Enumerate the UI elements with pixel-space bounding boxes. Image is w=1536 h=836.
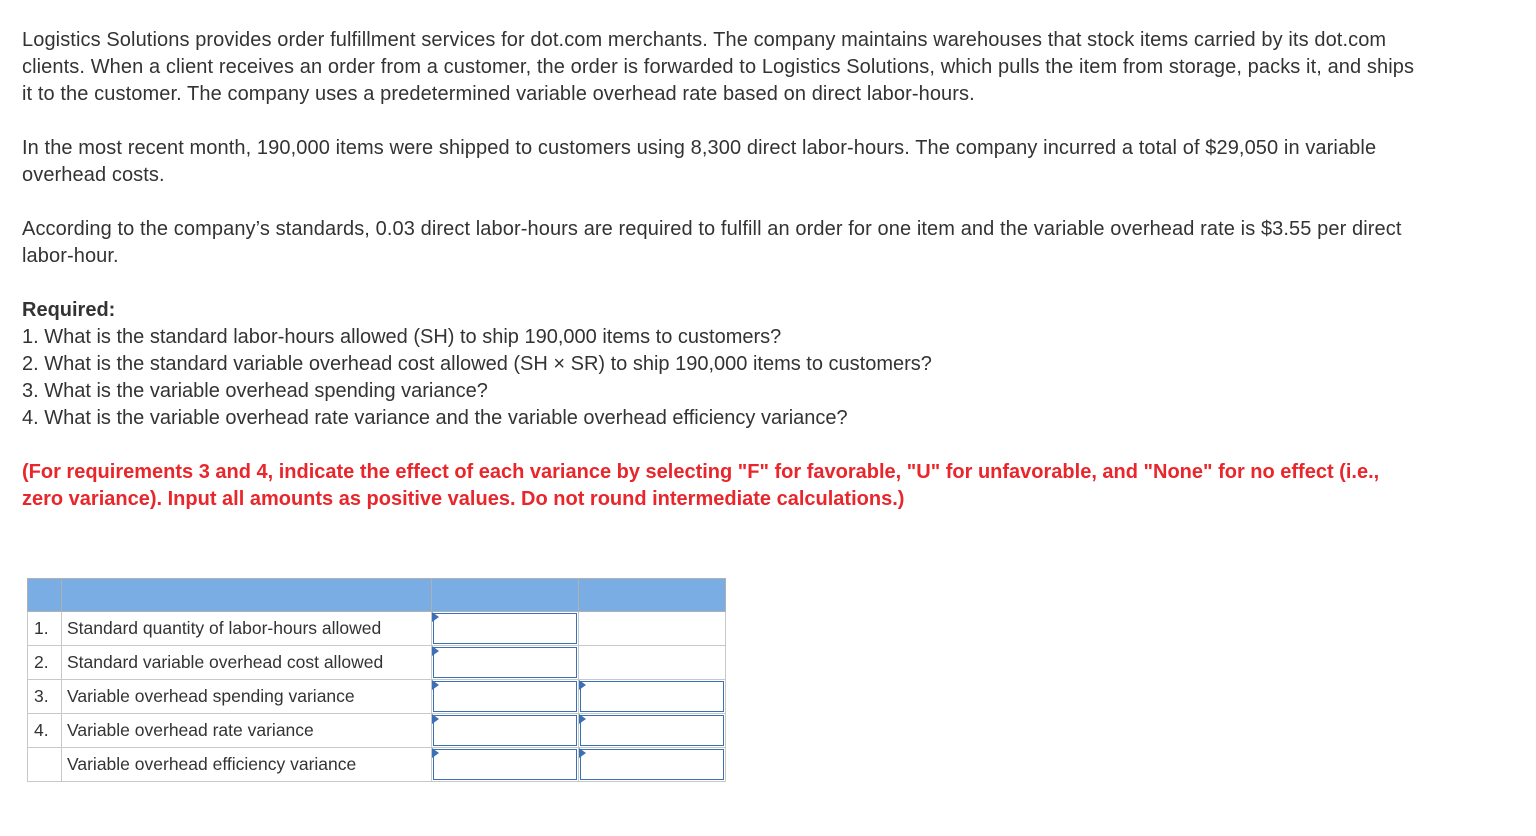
spending-variance-input[interactable] <box>434 682 576 711</box>
rate-variance-effect-select[interactable] <box>581 716 723 745</box>
answer-table <box>27 578 726 782</box>
table-row <box>28 714 726 748</box>
efficiency-variance-input[interactable] <box>434 750 576 779</box>
instructions-note: (For requirements 3 and 4, indicate the effect of each variance by selecting "F" for favorable, "U" for unfavorable, and "None" for no effect (i.e., zero variance). Input all amounts as positive values. Do not round intermediate calculations.) <box>22 461 1380 510</box>
input-marker-icon <box>432 646 439 656</box>
row-number: 1. <box>28 612 62 646</box>
table-row <box>28 680 726 714</box>
efficiency-variance-effect-select[interactable] <box>581 750 723 779</box>
standard-cost-input[interactable] <box>434 648 576 677</box>
row-label: Standard variable overhead cost allowed <box>62 646 432 680</box>
amount-input-box <box>433 613 577 644</box>
row-number: 3. <box>28 680 62 714</box>
row-label: Variable overhead efficiency variance <box>62 748 432 782</box>
header-cell-number <box>28 579 62 612</box>
effect-select-box <box>580 681 724 712</box>
input-marker-icon <box>432 612 439 622</box>
amount-cell <box>432 646 579 680</box>
spending-variance-effect-select[interactable] <box>581 682 723 711</box>
row-number <box>28 748 62 782</box>
row-number: 2. <box>28 646 62 680</box>
requirements-list <box>22 324 1422 432</box>
requirement-3: 3. What is the variable overhead spending variance? <box>22 380 488 402</box>
amount-cell <box>432 714 579 748</box>
input-marker-icon <box>432 748 439 758</box>
effect-select-box <box>580 715 724 746</box>
table-row <box>28 612 726 646</box>
table-row <box>28 646 726 680</box>
standards-paragraph: According to the company’s standards, 0.03 direct labor-hours are required to fulfill an order for one item and the variable overhead rate is $3.55 per direct labor-hour. <box>22 218 1402 267</box>
row-number: 4. <box>28 714 62 748</box>
dropdown-marker-icon <box>579 714 586 724</box>
required-heading: Required: <box>22 299 116 321</box>
rate-variance-input[interactable] <box>434 716 576 745</box>
amount-cell <box>432 612 579 646</box>
effect-cell <box>579 748 726 782</box>
intro-paragraph: Logistics Solutions provides order fulfillment services for dot.com merchants. The company maintains warehouses that stock items carried by its dot.com clients. When a client receives an order from a customer, the order is forwarded to Logistics Solutions, which pulls the item from storage, packs it, and ships it to the customer. The company uses a predetermined variable overhead rate based on direct labor-hours. <box>22 29 1415 105</box>
month-data-paragraph: In the most recent month, 190,000 items were shipped to customers using 8,300 direct labor-hours. The company incurred a total of $29,050 in variable overhead costs. <box>22 137 1377 186</box>
empty-cell <box>579 612 726 646</box>
requirement-1: 1. What is the standard labor-hours allowed (SH) to ship 190,000 items to customers? <box>22 326 782 348</box>
header-cell-label <box>62 579 432 612</box>
row-label: Standard quantity of labor-hours allowed <box>62 612 432 646</box>
effect-cell <box>579 680 726 714</box>
input-marker-icon <box>432 680 439 690</box>
dropdown-marker-icon <box>579 680 586 690</box>
amount-input-box <box>433 749 577 780</box>
problem-content <box>22 27 1422 533</box>
requirement-2: 2. What is the standard variable overhead cost allowed (SH × SR) to ship 190,000 items to customers? <box>22 353 932 375</box>
amount-input-box <box>433 715 577 746</box>
amount-cell <box>432 748 579 782</box>
requirement-4: 4. What is the variable overhead rate variance and the variable overhead efficiency variance? <box>22 407 848 429</box>
empty-cell <box>579 646 726 680</box>
dropdown-marker-icon <box>579 748 586 758</box>
header-cell-effect <box>579 579 726 612</box>
row-label: Variable overhead rate variance <box>62 714 432 748</box>
input-marker-icon <box>432 714 439 724</box>
amount-input-box <box>433 647 577 678</box>
table-row <box>28 748 726 782</box>
effect-cell <box>579 714 726 748</box>
row-label: Variable overhead spending variance <box>62 680 432 714</box>
header-cell-amount <box>432 579 579 612</box>
table-header-row <box>28 579 726 612</box>
effect-select-box <box>580 749 724 780</box>
standard-hours-input[interactable] <box>434 614 576 643</box>
amount-cell <box>432 680 579 714</box>
amount-input-box <box>433 681 577 712</box>
